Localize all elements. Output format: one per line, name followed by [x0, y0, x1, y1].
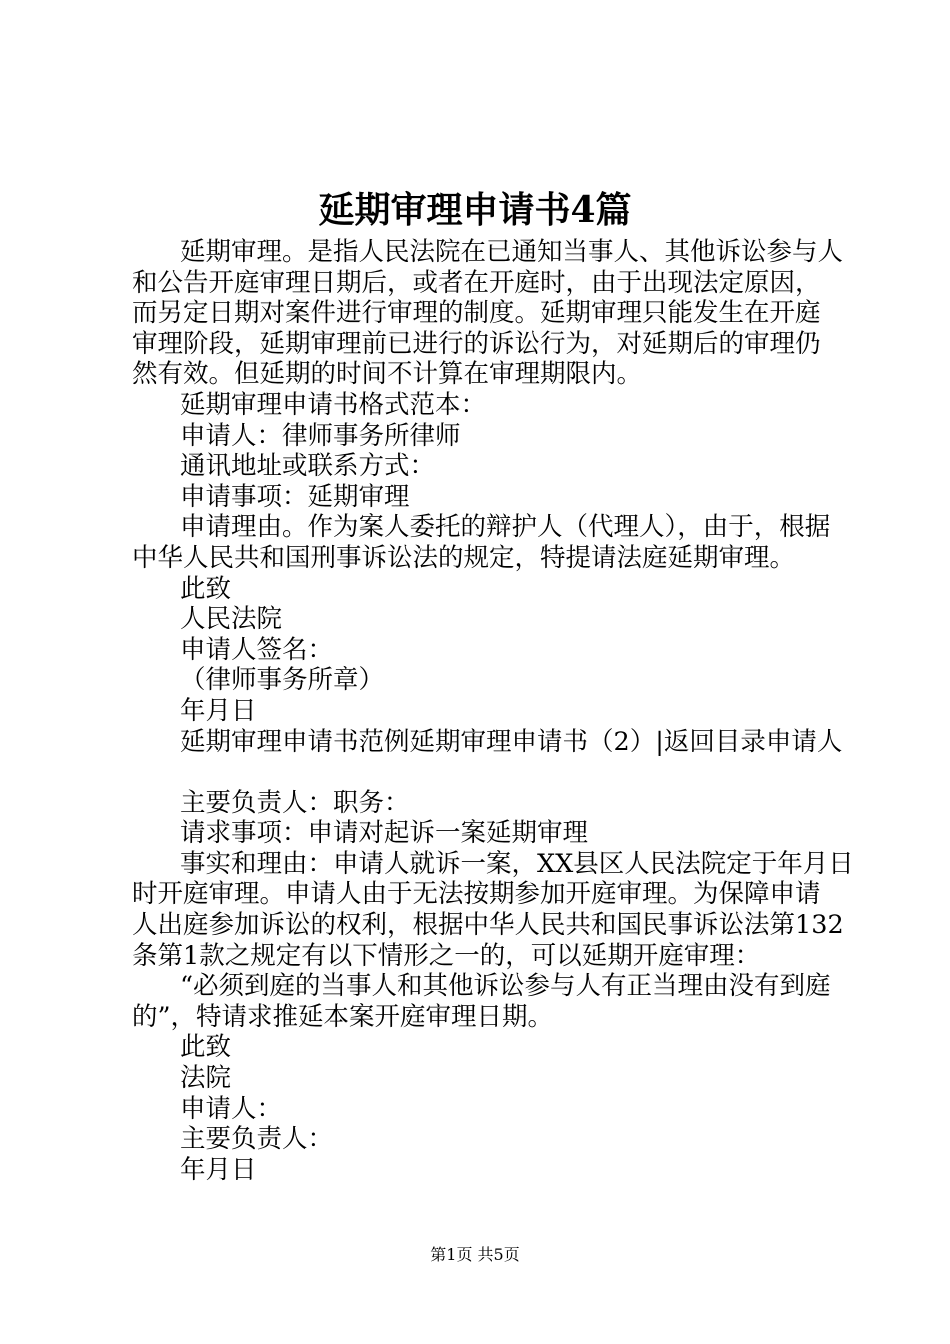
text-line: 事实和理由：申请人就诉一案，XX县区人民法院定于年月日	[180, 848, 854, 879]
text-line: 的”，特请求推延本案开庭审理日期。	[132, 1001, 554, 1032]
text-line: 年月日	[180, 695, 257, 726]
text-line: 申请事项：延期审理	[180, 481, 410, 512]
text-line	[132, 757, 836, 788]
text-line: 人出庭参加诉讼的权利，根据中华人民共和国民事诉讼法第132	[132, 910, 844, 941]
text-line: 申请理由。作为案人委托的辩护人（代理人），由于，根据	[180, 512, 831, 543]
text-line: 法院	[180, 1063, 232, 1094]
text-line: 申请人签名：	[180, 634, 334, 665]
text-line: 中华人民共和国刑事诉讼法的规定，特提请法庭延期审理。	[132, 542, 796, 573]
text-line: 然有效。但延期的时间不计算在审理期限内。	[132, 359, 643, 390]
document-body	[132, 237, 854, 1185]
text-line: 人民法院	[180, 604, 283, 635]
text-line: 条第1款之规定有以下情形之一的，可以延期开庭审理：	[132, 940, 761, 971]
text-line: 和公告开庭审理日期后，或者在开庭时，由于出现法定原因，	[132, 267, 821, 298]
text-line: 请求事项：申请对起诉一案延期审理	[180, 818, 589, 849]
text-line: 此致	[180, 1032, 232, 1063]
text-line: 申请人：	[180, 1093, 283, 1124]
text-line: 延期审理申请书范例延期审理申请书（2）|返回目录申请人	[180, 726, 843, 757]
text-line: 主要负责人：	[180, 1124, 334, 1155]
text-line: 申请人：律师事务所律师	[180, 420, 461, 451]
text-line: 主要负责人：职务：	[180, 787, 410, 818]
text-line: 通讯地址或联系方式：	[180, 451, 436, 482]
text-line: 而另定日期对案件进行审理的制度。延期审理只能发生在开庭	[132, 298, 821, 329]
text-line: 延期审理申请书格式范本：	[180, 389, 487, 420]
text-line: “必须到庭的当事人和其他诉讼参与人有正当理由没有到庭	[180, 971, 831, 1002]
page-footer: 第1页 共5页	[430, 1245, 520, 1264]
document-title: 延期审理申请书4篇	[318, 189, 632, 231]
text-line: 年月日	[180, 1154, 257, 1185]
text-line: 审理阶段，延期审理前已进行的诉讼行为，对延期后的审理仍	[132, 328, 821, 359]
text-line: 时开庭审理。申请人由于无法按期参加开庭审理。为保障申请	[132, 879, 821, 910]
text-line: 此致	[180, 573, 232, 604]
text-line: 延期审理。是指人民法院在已通知当事人、其他诉讼参与人	[180, 237, 844, 267]
text-line: （律师事务所章）	[180, 665, 385, 696]
